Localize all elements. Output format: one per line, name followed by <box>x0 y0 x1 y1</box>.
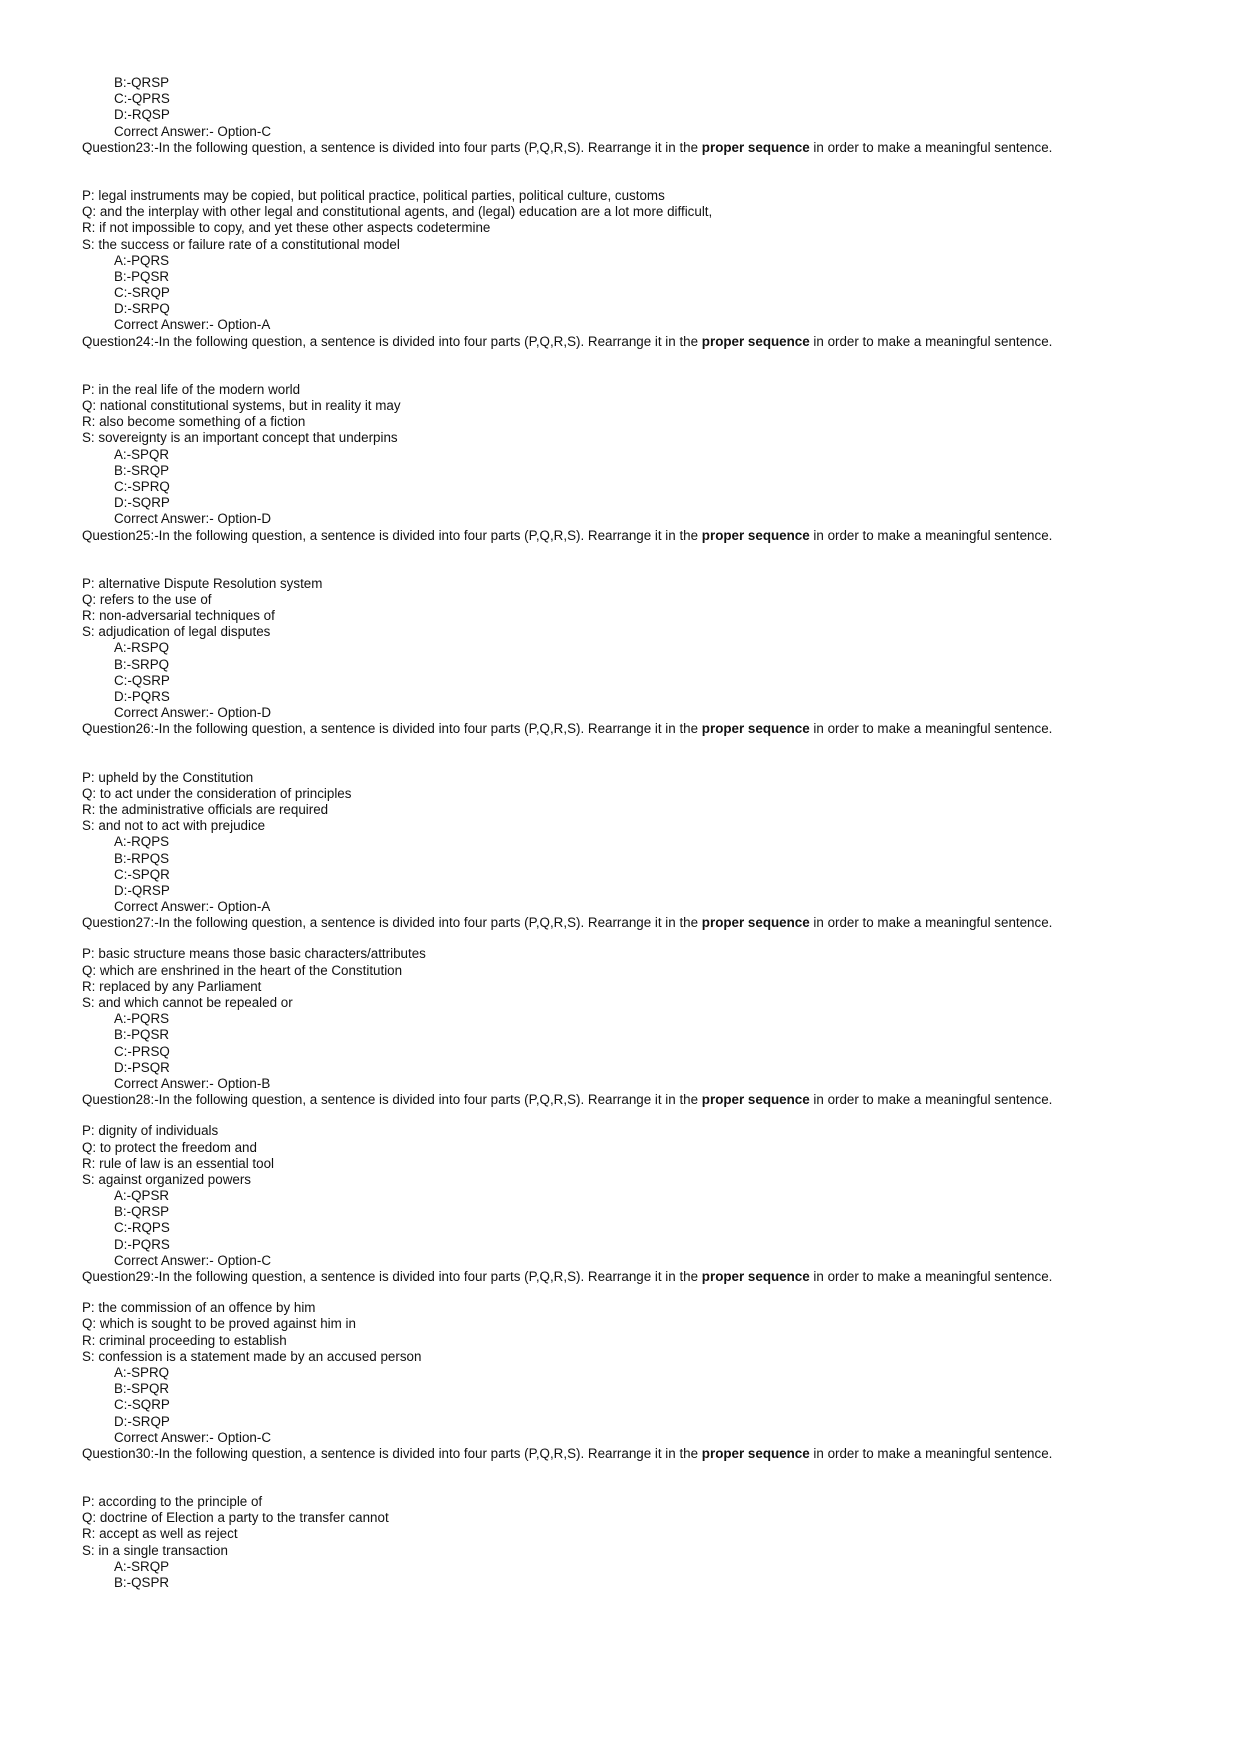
question-stem: Question30:-In the following question, a sentence is divided into four parts (P,Q,R,S). Rearrange it in the proper sequence in order to make a meaningful sentence. <box>82 1445 1053 1461</box>
part: S: sovereignty is an important concept that underpins <box>82 430 398 446</box>
part: S: and which cannot be repealed or <box>82 995 293 1010</box>
option: D:-PSQR <box>114 1059 170 1075</box>
option: B:-SPQR <box>114 1381 170 1397</box>
question-block <box>82 1446 1222 1591</box>
part: S: the success or failure rate of a constitutional model <box>82 236 400 252</box>
part: Q: national constitutional systems, but in reality it may <box>82 398 401 413</box>
question-block <box>82 1269 1222 1446</box>
prev-question-tail <box>82 75 1222 140</box>
part: P: according to the principle of <box>82 1494 263 1510</box>
part: R: if not impossible to copy, and yet these other aspects codetermine <box>82 220 491 236</box>
option: D:-PQRS <box>114 689 170 704</box>
part: Q: and the interplay with other legal and constitutional agents, and (legal) education are a lot more difficult, <box>82 204 713 220</box>
option: B:-PQSR <box>114 1027 170 1043</box>
option: A:-SRQP <box>114 1558 170 1574</box>
option: B:-SRQP <box>114 462 170 478</box>
correct-answer: Correct Answer:- Option-D <box>114 705 272 721</box>
part: Q: to protect the freedom and <box>82 1139 257 1155</box>
part: Q: doctrine of Election a party to the transfer cannot <box>82 1510 389 1526</box>
option: C:-RQPS <box>114 1220 170 1236</box>
option: A:-SPQR <box>114 446 170 462</box>
question-stem: Question26:-In the following question, a sentence is divided into four parts (P,Q,R,S). Rearrange it in the proper sequence in order to make a meaningful sentence. <box>82 721 1053 737</box>
option: A:-QPSR <box>114 1188 170 1204</box>
option: C:-SPRQ <box>114 478 170 494</box>
option: C:-SQRP <box>114 1397 170 1413</box>
part: R: also become something of a fiction <box>82 414 306 430</box>
part: P: basic structure means those basic characters/attributes <box>82 946 426 962</box>
option: D:-RQSP <box>114 107 170 123</box>
part: Q: to act under the consideration of principles <box>82 785 352 801</box>
option: C:-QSRP <box>114 672 170 688</box>
question-stem: Question23:-In the following question, a sentence is divided into four parts (P,Q,R,S). Rearrange it in the proper sequence in order to make a meaningful sentence. <box>82 139 1053 155</box>
question-block <box>82 721 1222 915</box>
question-stem: Question28:-In the following question, a sentence is divided into four parts (P,Q,R,S). Rearrange it in the proper sequence in order to make a meaningful sentence. <box>82 1092 1053 1108</box>
document-page <box>82 75 1222 1591</box>
part: S: adjudication of legal disputes <box>82 624 271 640</box>
part: P: upheld by the Constitution <box>82 769 254 785</box>
question-stem: Question29:-In the following question, a sentence is divided into four parts (P,Q,R,S). Rearrange it in the proper sequence in order to make a meaningful sentence. <box>82 1269 1053 1284</box>
part: R: replaced by any Parliament <box>82 978 262 994</box>
part: P: dignity of individuals <box>82 1123 219 1139</box>
option: C:-SRQP <box>114 285 170 301</box>
option: B:-PQSR <box>114 268 170 284</box>
option: C:-SPQR <box>114 866 170 882</box>
correct-answer: Correct Answer:- Option-B <box>114 1075 271 1091</box>
option: A:-RQPS <box>114 834 170 850</box>
option: A:-SPRQ <box>114 1364 170 1380</box>
question-block <box>82 334 1222 528</box>
part: S: and not to act with prejudice <box>82 818 266 834</box>
option: B:-QRSP <box>114 75 170 90</box>
part: R: non-adversarial techniques of <box>82 608 275 624</box>
part: S: confession is a statement made by an accused person <box>82 1348 422 1364</box>
question-block <box>82 528 1222 722</box>
part: Q: which are enshrined in the heart of the Constitution <box>82 962 403 978</box>
option: C:-PRSQ <box>114 1043 170 1059</box>
part: Q: refers to the use of <box>82 591 212 607</box>
option: B:-SRPQ <box>114 656 170 672</box>
correct-answer: Correct Answer:- Option-A <box>114 899 271 915</box>
option: A:-PQRS <box>114 1011 170 1027</box>
part: P: in the real life of the modern world <box>82 381 301 397</box>
option: A:-RSPQ <box>114 640 170 656</box>
question-block <box>82 915 1222 1092</box>
option: D:-SQRP <box>114 495 170 511</box>
question-block <box>82 140 1222 334</box>
option: B:-QSPR <box>114 1575 170 1590</box>
part: Q: which is sought to be proved against him in <box>82 1316 356 1332</box>
question-stem: Question27:-In the following question, a sentence is divided into four parts (P,Q,R,S). Rearrange it in the proper sequence in order to make a meaningful sentence. <box>82 915 1053 931</box>
correct-answer: Correct Answer:- Option-C <box>114 1429 272 1445</box>
part: R: rule of law is an essential tool <box>82 1155 275 1171</box>
part: R: criminal proceeding to establish <box>82 1332 287 1348</box>
option: D:-QRSP <box>114 882 170 898</box>
part: R: accept as well as reject <box>82 1526 238 1542</box>
question-stem: Question24:-In the following question, a sentence is divided into four parts (P,Q,R,S). Rearrange it in the proper sequence in order to make a meaningful sentence. <box>82 333 1053 349</box>
option: D:-PQRS <box>114 1236 170 1252</box>
correct-answer: Correct Answer:- Option-A <box>114 317 271 333</box>
option: C:-QPRS <box>114 91 170 107</box>
option: A:-PQRS <box>114 252 170 268</box>
part: R: the administrative officials are required <box>82 801 329 817</box>
question-block <box>82 1092 1222 1269</box>
option: B:-QRSP <box>114 1204 170 1220</box>
correct-answer: Correct Answer:- Option-C <box>114 1252 272 1268</box>
question-stem: Question25:-In the following question, a sentence is divided into four parts (P,Q,R,S). Rearrange it in the proper sequence in order to make a meaningful sentence. <box>82 527 1053 543</box>
option: D:-SRQP <box>114 1413 170 1429</box>
option: D:-SRPQ <box>114 301 170 317</box>
part: S: in a single transaction <box>82 1542 228 1558</box>
option: B:-RPQS <box>114 850 170 866</box>
part: S: against organized powers <box>82 1171 251 1187</box>
part: P: legal instruments may be copied, but political practice, political parties, political culture, customs <box>82 187 665 203</box>
part: P: alternative Dispute Resolution system <box>82 575 323 591</box>
correct-answer: Correct Answer:- Option-C <box>114 123 272 139</box>
correct-answer: Correct Answer:- Option-D <box>114 511 272 527</box>
part: P: the commission of an offence by him <box>82 1300 316 1316</box>
